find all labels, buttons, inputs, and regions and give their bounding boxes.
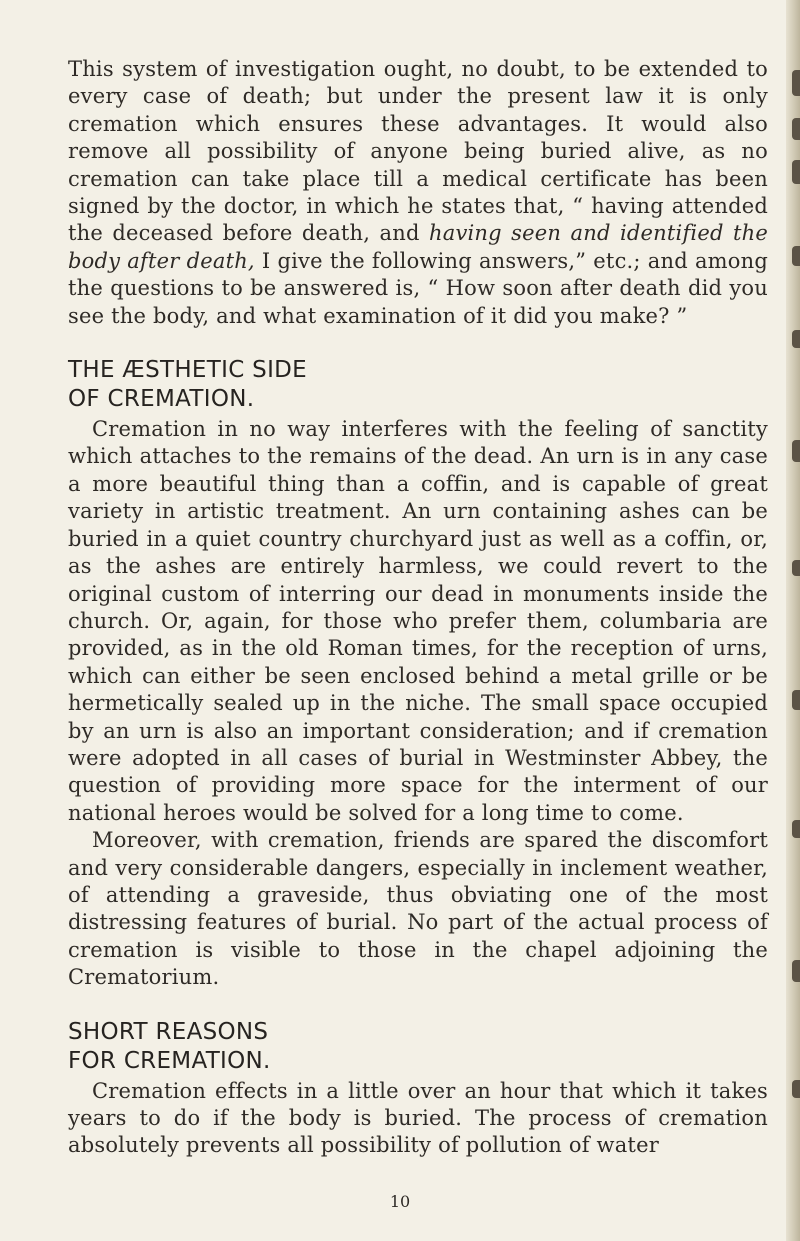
heading-line: FOR CREMATION. — [68, 1047, 271, 1074]
binding-mark — [792, 440, 800, 462]
page-binding-edge — [786, 0, 800, 1241]
paragraph-italic-text: having seen and identified the body after death, — [68, 221, 768, 273]
heading-line: THE ÆSTHETIC SIDE — [68, 357, 307, 384]
binding-mark — [792, 820, 800, 838]
paragraph-text-end: I give the following answers,” etc.; and among the questions to be answered is, “ How soon after death did you see the body, and what examination of it did you make? ” — [68, 248, 769, 328]
paragraph-investigation — [68, 56, 768, 330]
paragraph-text: This system of investigation ought, no doubt, to be extended to every case of death; but under the present law it is only cremation which ensures these advantages. It would also remove all possibility of anyone being buried alive, as no cremation can take place till a medical certificate has been signed by the doctor, in which he states that, “ having attended the deceased before death, and — [68, 57, 768, 246]
paragraph-aesthetic-2: Moreover, with cremation, friends are spared the discomfort and very considerable dangers, especially in inclement weather, of attending a graveside, thus obviating one of the most distressing features of burial. No part of the actual process of cremation is visible to those in the chapel adjoining the Crematorium. — [68, 828, 768, 990]
document-page — [68, 56, 768, 1160]
binding-mark — [792, 1080, 800, 1098]
binding-mark — [792, 70, 800, 96]
section-heading-short-reasons — [68, 1018, 768, 1076]
binding-mark — [792, 330, 800, 348]
binding-mark — [792, 246, 800, 266]
binding-mark — [792, 160, 800, 184]
binding-mark — [792, 690, 800, 710]
heading-line: SHORT REASONS — [68, 1018, 269, 1045]
binding-mark — [792, 960, 800, 982]
page-number: 10 — [389, 1192, 411, 1211]
paragraph-short-reasons-1: Cremation effects in a little over an hour that which it takes years to do if the body is buried. The process of cremation absolutely prevents all possibility of pollution of water — [68, 1078, 768, 1158]
binding-mark — [792, 118, 800, 140]
paragraph-aesthetic-1: Cremation in no way interferes with the feeling of sanctity which attaches to the remains of the dead. An urn is in any case a more beautiful thing than a coffin, and is capable of great variety in artistic treatment. An urn containing ashes can be buried in a quiet country churchyard just as well as a coffin, or, as the ashes are entirely harmless, we could revert to the original custom of interring our dead in monuments inside the church. Or, again, for those who prefer them, columbaria are provided, as in the old Roman times, for the reception of urns, which can either be seen enclosed behind a metal grille or be hermetically sealed up in the niche. The small space occupied by an urn is also an important consideration; and if cremation were adopted in all cases of burial in Westminster Abbey, the question of providing more space for the interment of our national heroes would be solved for a long time to come. — [68, 417, 768, 825]
binding-mark — [792, 560, 800, 576]
heading-line: OF CREMATION. — [68, 386, 255, 413]
section-heading-aesthetic — [68, 356, 768, 414]
